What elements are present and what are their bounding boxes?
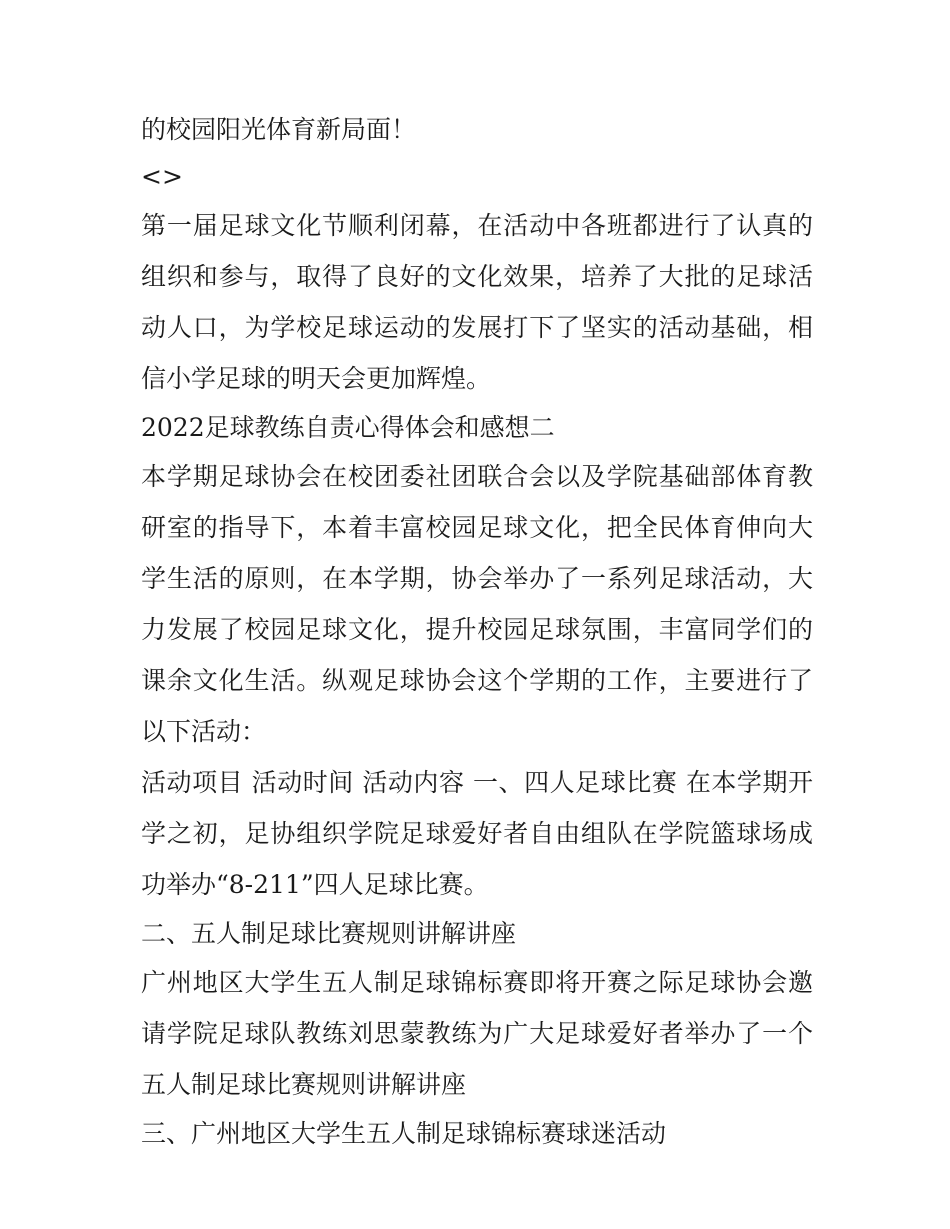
paragraph-placeholder: <>: [141, 162, 183, 191]
activity-heading-two: 二、五人制足球比赛规则讲解讲座: [141, 919, 517, 948]
paragraph-activity-one: 活动项目 活动时间 活动内容 一、四人足球比赛 在本学期开学之初，足协组织学院足球爱好者自由组队在学院篮球场成功举办“8-211”四人足球比赛。: [141, 768, 813, 899]
paragraph-association-intro: 本学期足球协会在校团委社团联合会以及学院基础部体育教研室的指导下，本着丰富校园足球文化，把全民体育伸向大学生活的原则，在本学期，协会举办了一系列足球活动，大力发展了校园足球文化，提升校园足球氛围，丰富同学们的课余文化生活。纵观足球协会这个学期的工作，主要进行了以下活动：: [141, 462, 813, 746]
paragraph-festival-summary: 第一届足球文化节顺利闭幕，在活动中各班都进行了认真的组织和参与，取得了良好的文化效果，培养了大批的足球活动人口，为学校足球运动的发展打下了坚实的活动基础，相信小学足球的明天会更加辉煌。: [141, 211, 813, 393]
activity-heading-three: 三、广州地区大学生五人制足球锦标赛球迷活动: [141, 1119, 667, 1148]
document-body: [141, 106, 813, 1157]
section-heading: 2022足球教练自责心得体会和感想二: [141, 413, 555, 442]
paragraph-closing-line: 的校园阳光体育新局面！: [141, 115, 417, 144]
paragraph-activity-two: 广州地区大学生五人制足球锦标赛即将开赛之际足球协会邀请学院足球队教练刘思蒙教练为广大足球爱好者举办了一个五人制足球比赛规则讲解讲座: [141, 968, 813, 1099]
